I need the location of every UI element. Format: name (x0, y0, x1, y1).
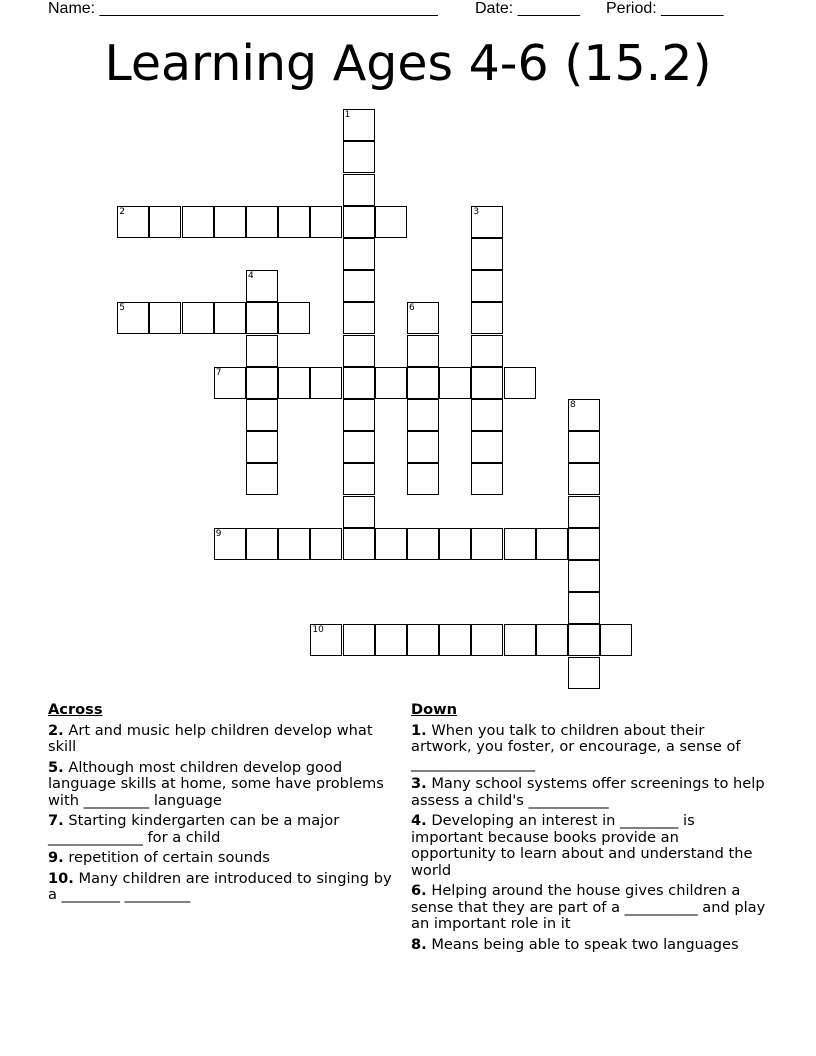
grid-cell[interactable] (246, 302, 278, 334)
clue-across-5 (48, 760, 400, 810)
period-field[interactable]: Period: _______ (606, 0, 724, 17)
grid-cell[interactable] (568, 463, 600, 495)
clue-across-10 (48, 871, 400, 904)
grid-cell[interactable] (343, 367, 375, 399)
cell-number: 10 (312, 625, 324, 636)
grid-cell[interactable] (117, 206, 149, 238)
grid-cell[interactable] (471, 399, 503, 431)
grid-cell[interactable] (471, 238, 503, 270)
grid-cell[interactable] (407, 624, 439, 656)
grid-cell[interactable] (343, 463, 375, 495)
clue-number: 1. (411, 721, 427, 739)
grid-cell[interactable] (214, 206, 246, 238)
grid-cell[interactable] (375, 624, 407, 656)
clue-across-7 (48, 813, 400, 846)
clue-number: 8. (411, 935, 427, 953)
clue-text: When you talk to children about their artwork, you foster, or encourage, a sense of _________________ (411, 721, 741, 772)
across-clues (48, 702, 400, 908)
grid-cell[interactable] (117, 302, 149, 334)
grid-cell[interactable] (375, 528, 407, 560)
name-field[interactable]: Name: ______________________________________ (48, 0, 438, 17)
grid-cell[interactable] (536, 528, 568, 560)
clue-number: 10. (48, 869, 74, 887)
grid-cell[interactable] (343, 302, 375, 334)
clue-text: Helping around the house gives children a sense that they are part of a __________ and play an important role in it (411, 882, 766, 932)
cell-number: 4 (248, 271, 254, 282)
grid-cell[interactable] (343, 431, 375, 463)
cell-number: 6 (409, 303, 415, 314)
clue-down-8 (411, 937, 768, 954)
grid-cell[interactable] (343, 141, 375, 173)
grid-cell[interactable] (439, 528, 471, 560)
grid-cell[interactable] (343, 335, 375, 367)
clue-number: 2. (48, 721, 64, 739)
clue-text: Many children are introduced to singing by a ________ _________ (48, 869, 392, 903)
clue-across-2 (48, 723, 400, 756)
grid-cell[interactable] (343, 238, 375, 270)
grid-cell[interactable] (149, 206, 181, 238)
grid-cell[interactable] (214, 367, 246, 399)
clue-text: Art and music help children develop what skill (48, 721, 373, 755)
page-title: Learning Ages 4-6 (15.2) (104, 35, 712, 92)
grid-cell[interactable] (214, 528, 246, 560)
clue-number: 9. (48, 849, 64, 866)
grid-cell[interactable] (278, 367, 310, 399)
grid-cell[interactable] (310, 206, 342, 238)
header (48, 0, 768, 20)
down-clues (411, 702, 768, 957)
clue-text: Many school systems offer screenings to help assess a child's ___________ (411, 775, 765, 809)
grid-cell[interactable] (504, 367, 536, 399)
grid-cell[interactable] (246, 206, 278, 238)
grid-cell[interactable] (343, 496, 375, 528)
grid-cell[interactable] (471, 335, 503, 367)
grid-cell[interactable] (246, 399, 278, 431)
grid-cell[interactable] (504, 624, 536, 656)
clue-down-3 (411, 776, 768, 809)
grid-cell[interactable] (149, 302, 181, 334)
grid-cell[interactable] (278, 302, 310, 334)
grid-cell[interactable] (343, 109, 375, 141)
grid-cell[interactable] (600, 624, 632, 656)
cell-number: 7 (215, 367, 222, 378)
clue-number: 6. (411, 882, 427, 899)
clue-number: 4. (411, 812, 427, 829)
clue-text: Although most children develop good language skills at home, some have problems with _________ language (48, 758, 384, 809)
clue-down-1 (411, 723, 768, 773)
clue-down-6 (411, 883, 768, 933)
grid-cell[interactable] (439, 624, 471, 656)
clue-across-9 (48, 850, 400, 867)
grid-cell[interactable] (471, 270, 503, 302)
grid-cell[interactable] (343, 528, 375, 560)
grid-cell[interactable] (504, 528, 536, 560)
grid-cell[interactable] (310, 528, 342, 560)
across-heading: Across (48, 701, 103, 718)
grid-cell[interactable] (246, 431, 278, 463)
grid-cell[interactable] (471, 302, 503, 334)
date-field[interactable]: Date: _______ (475, 0, 580, 17)
cell-number: 1 (344, 110, 351, 121)
cell-number: 5 (119, 303, 125, 314)
clue-number: 5. (48, 758, 64, 776)
clue-number: 7. (48, 812, 64, 829)
grid-cell[interactable] (407, 302, 439, 334)
grid-cell[interactable] (471, 206, 503, 238)
grid-cell[interactable] (182, 206, 214, 238)
clue-text: Developing an interest in ________ is important because books provide an opportunity to learn about and understand the world (411, 812, 753, 879)
grid-cell[interactable] (407, 463, 439, 495)
grid-cell[interactable] (568, 431, 600, 463)
clue-text: Starting kindergarten can be a major _____________ for a child (48, 812, 340, 846)
cell-number: 2 (119, 206, 125, 217)
grid-cell[interactable] (568, 657, 600, 689)
grid-cell[interactable] (278, 206, 310, 238)
grid-cell[interactable] (407, 399, 439, 431)
grid-cell[interactable] (343, 624, 375, 656)
down-heading: Down (411, 701, 458, 718)
grid-cell[interactable] (536, 624, 568, 656)
cell-number: 3 (473, 206, 480, 217)
cell-number: 8 (570, 400, 576, 410)
grid-cell[interactable] (439, 367, 471, 399)
grid-cell[interactable] (182, 302, 214, 334)
clue-text: Means being able to speak two languages (431, 935, 739, 953)
grid-cell[interactable] (471, 463, 503, 495)
grid-cell[interactable] (471, 367, 503, 399)
grid-cell[interactable] (246, 367, 278, 399)
grid-cell[interactable] (246, 270, 278, 302)
grid-cell[interactable] (407, 335, 439, 367)
grid-cell[interactable] (343, 399, 375, 431)
grid-cell[interactable] (343, 206, 375, 238)
grid-cell[interactable] (568, 624, 600, 656)
grid-cell[interactable] (471, 624, 503, 656)
grid-cell[interactable] (407, 367, 439, 399)
grid-cell[interactable] (568, 528, 600, 560)
grid-cell[interactable] (343, 174, 375, 206)
grid-cell[interactable] (568, 496, 600, 528)
grid-cell[interactable] (246, 335, 278, 367)
clue-down-4 (411, 813, 768, 879)
grid-cell[interactable] (568, 592, 600, 624)
grid-cell[interactable] (568, 399, 600, 431)
grid-cell[interactable] (375, 206, 407, 238)
grid-cell[interactable] (343, 270, 375, 302)
grid-cell[interactable] (471, 528, 503, 560)
grid-cell[interactable] (471, 431, 503, 463)
clue-number: 3. (411, 775, 427, 792)
grid-cell[interactable] (278, 528, 310, 560)
clue-text: repetition of certain sounds (68, 849, 270, 866)
grid-cell[interactable] (375, 367, 407, 399)
cell-number: 9 (215, 528, 222, 539)
grid-cell[interactable] (214, 302, 246, 334)
grid-cell[interactable] (568, 560, 600, 592)
grid-cell[interactable] (246, 463, 278, 495)
grid-cell[interactable] (310, 367, 342, 399)
grid-cell[interactable] (246, 528, 278, 560)
grid-cell[interactable] (407, 528, 439, 560)
grid-cell[interactable] (407, 431, 439, 463)
grid-cell[interactable] (310, 624, 342, 656)
